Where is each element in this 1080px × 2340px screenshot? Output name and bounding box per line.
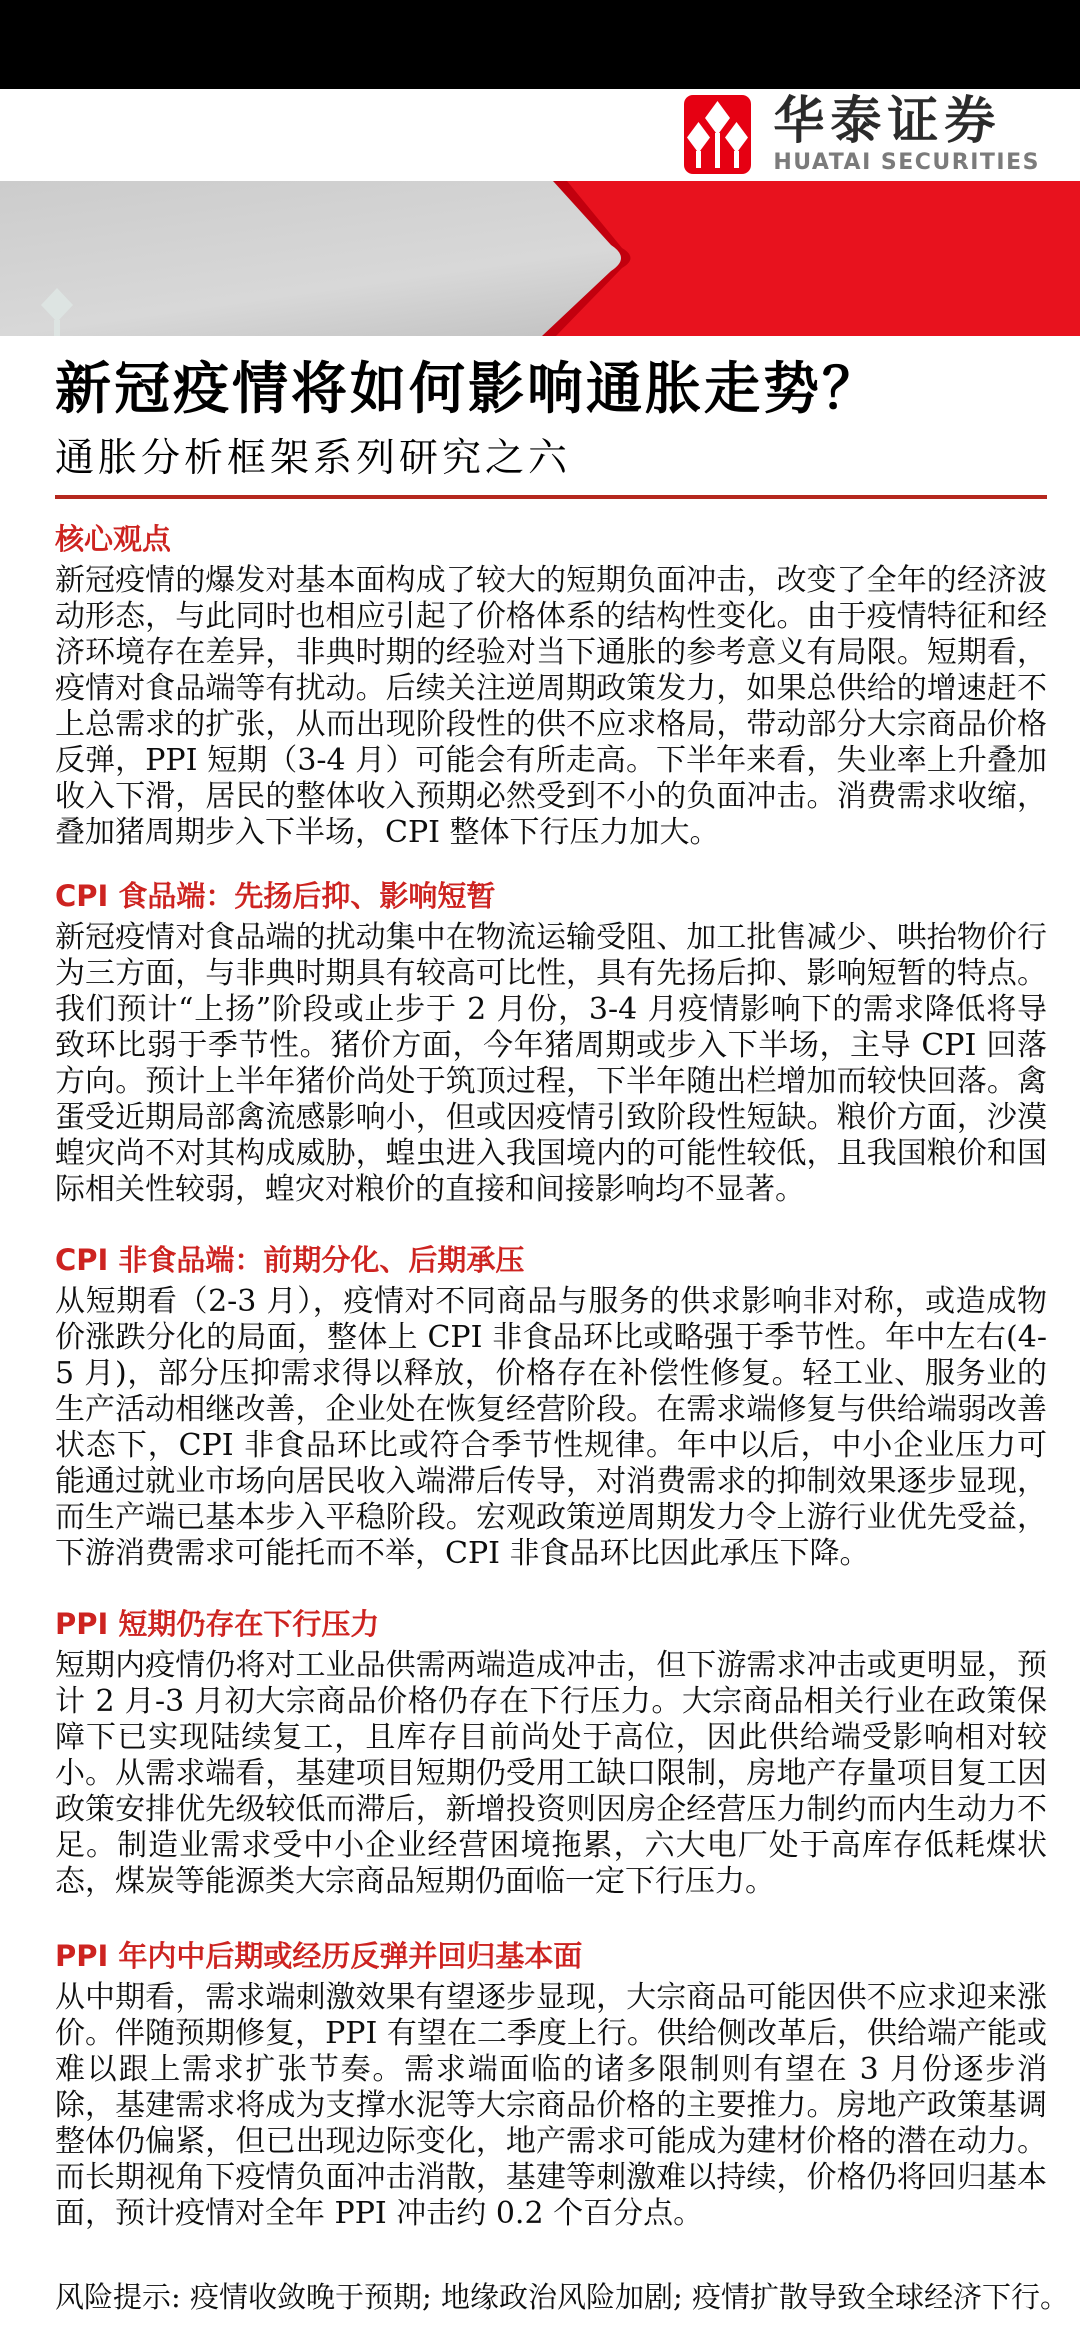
section-heading: 核心观点 bbox=[55, 522, 172, 557]
section-heading: CPI 非食品端：前期分化、后期承压 bbox=[55, 1243, 525, 1278]
risk-note: 风险提示: 疫情收敛晚于预期; 地缘政治风险加剧; 疫情扩散导致全球经济下行。 bbox=[55, 2279, 1069, 2314]
section-cpi-nonfood bbox=[55, 1245, 1047, 1572]
section-body: 从短期看（2-3 月），疫情对不同商品与服务的供求影响非对称，或造成物价涨跌分化的局面，整体上 CPI 非食品环比或略强于季节性。年中左右(4-5 月)，部分压抑需求得以释放，价格存在补偿性修复。轻工业、服务业的生产活动相继改善，企业处在恢复经营阶段。在需求端修复与供给端弱改善状态下，CPI 非食品环比或符合季节性规律。年中以后，中小企业压力可能通过就业市场向居民收入端滞后传导，对消费需求的抑制效果逐步显现，而生产端已基本步入平稳阶段。宏观政策逆周期发力令上游行业优先受益，下游消费需求可能托而不举，CPI 非食品环比因此承压下降。 bbox=[55, 1283, 1047, 1571]
section-body: 新冠疫情的爆发对基本面构成了较大的短期负面冲击，改变了全年的经济波动形态，与此同时也相应引起了价格体系的结构性变化。由于疫情特征和经济环境存在差异，非典时期的经验对当下通胀的参考意义有局限。短期看，疫情对食品端等有扰动。后续关注逆周期政策发力，如果总供给的增速赶不上总需求的扩张，从而出现阶段性的供不应求格局，带动部分大宗商品价格反弹，PPI 短期（3-4 月）可能会有所走高。下半年来看，失业率上升叠加收入下滑，居民的整体收入预期必然受到不小的负面冲击。消费需求收缩，叠加猪周期步入下半场，CPI 整体下行压力加大。 bbox=[55, 563, 1047, 851]
section-heading: CPI 食品端：先扬后抑、影响短暂 bbox=[55, 879, 496, 914]
banner-red-area bbox=[556, 181, 1080, 336]
brand-text bbox=[773, 91, 1040, 176]
section-ppi-shortterm bbox=[55, 1606, 1047, 1900]
title-divider bbox=[55, 495, 1047, 499]
huatai-logo-icon bbox=[684, 95, 751, 174]
section-body: 新冠疫情对食品端的扰动集中在物流运输受阻、加工批售减少、哄抬物价行为三方面，与非典时期具有较高可比性，具有先扬后抑、影响短暂的特点。我们预计“上扬”阶段或止步于 2 月份，3-4 月疫情影响下的需求降低将导致环比弱于季节性。猪价方面，今年猪周期或步入下半场，主导 CPI 回落方向。预计上半年猪价尚处于筑顶过程，下半年随出栏增加而较快回落。禽蛋受近期局部禽流感影响小，但或因疫情引致阶段性短缺。粮价方面，沙漠蝗灾尚不对其构成威胁，蝗虫进入我国境内的可能性较低，且我国粮价和国际相关性较弱，蝗灾对粮价的直接和间接影响均不显著。 bbox=[55, 920, 1047, 1208]
section-body: 短期内疫情仍将对工业品供需两端造成冲击，但下游需求冲击或更明显，预计 2 月-3 月初大宗商品价格仍存在下行压力。大宗商品相关行业在政策保障下已实现陆续复工，且库存目前尚处于高位，因此供给端受影响相对较小。从需求端看，基建项目短期仍受用工缺口限制，房地产存量项目复工因政策安排优先级较低而滞后，新增投资则因房企经营压力制约而内生动力不足。制造业需求受中小企业经营困境拖累，六大电厂处于高库存低耗煤状态，煤炭等能源类大宗商品短期仍面临一定下行压力。 bbox=[55, 1647, 1047, 1899]
banner-graphic bbox=[0, 181, 1080, 336]
report-content bbox=[0, 357, 1080, 2315]
section-cpi-food bbox=[55, 881, 1047, 1208]
banner-diamond-stem bbox=[54, 320, 60, 336]
section-core-view bbox=[55, 524, 1047, 851]
section-heading: PPI 短期仍存在下行压力 bbox=[55, 1606, 380, 1641]
top-black-bar bbox=[0, 0, 1080, 89]
section-ppi-rebound bbox=[55, 1938, 1047, 2232]
section-body: 从中期看，需求端刺激效果有望逐步显现，大宗商品可能因供不应求迎来涨价。伴随预期修复，PPI 有望在二季度上行。供给侧改革后，供给端产能或难以跟上需求扩张节奏。需求端面临的诸多限制则有望在 3 月份逐步消除，基建需求将成为支撑水泥等大宗商品价格的主要推力。房地产政策基调整体仍偏紧，但已出现边际变化，地产需求可能成为建材价格的潜在动力。而长期视角下疫情负面冲击消散，基建等刺激难以持续，价格仍将回归基本面，预计疫情对全年 PPI 冲击约 0.2 个百分点。 bbox=[55, 1979, 1047, 2231]
brand-lockup bbox=[684, 91, 1040, 176]
report-title: 新冠疫情将如何影响通胀走势？ bbox=[55, 356, 881, 422]
brand-name-cn: 华泰证券 bbox=[773, 91, 1002, 151]
brand-header bbox=[0, 89, 1080, 181]
brand-name-en: HUATAI SECURITIES bbox=[773, 150, 1040, 176]
report-subtitle: 通胀分析框架系列研究之六 bbox=[55, 436, 572, 482]
section-heading: PPI 年内中后期或经历反弹并回归基本面 bbox=[55, 1938, 583, 1973]
